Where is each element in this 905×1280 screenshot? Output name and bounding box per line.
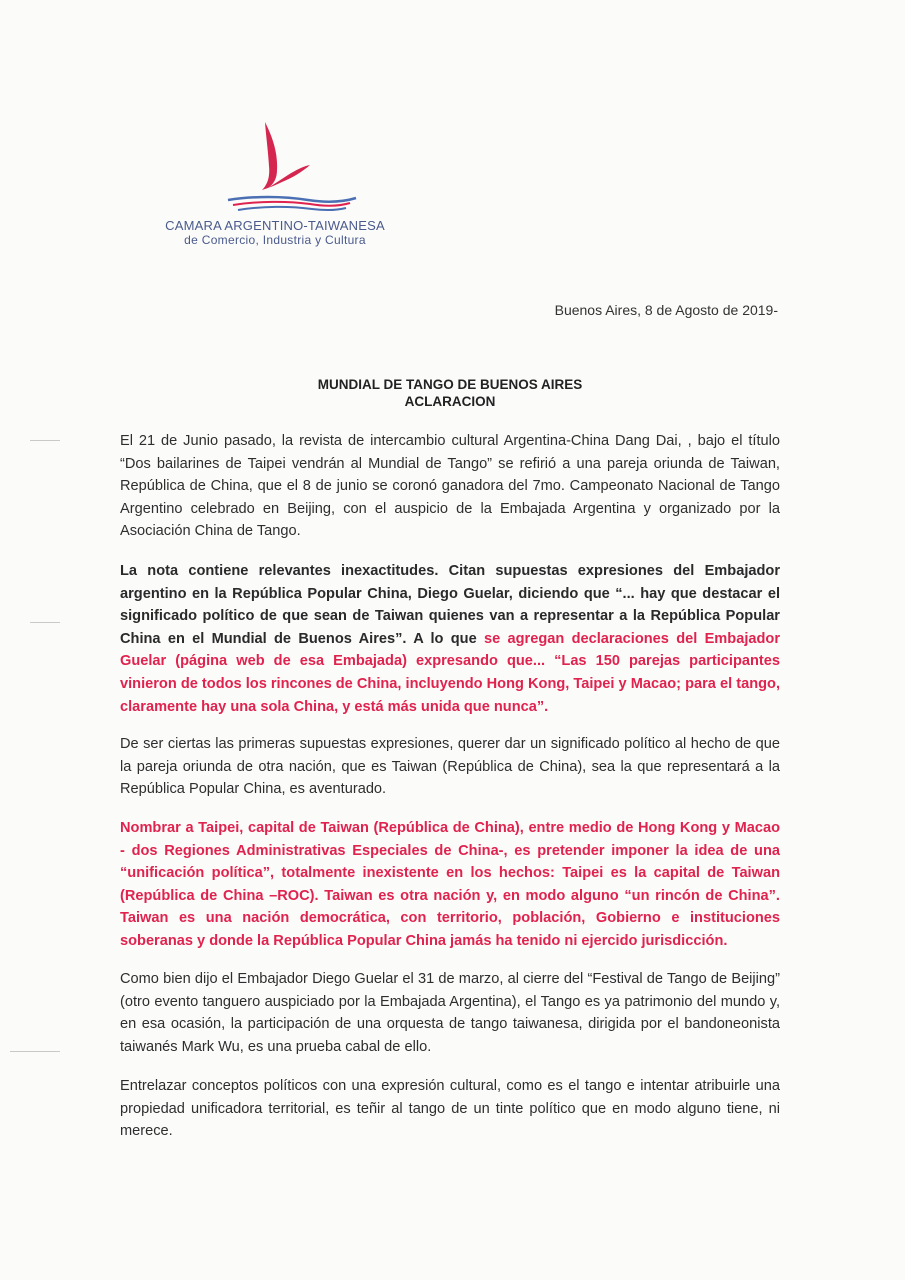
org-name: CAMARA ARGENTINO-TAIWANESA <box>165 218 385 233</box>
date-line: Buenos Aires, 8 de Agosto de 2019- <box>554 302 778 318</box>
paragraph-5: Como bien dijo el Embajador Diego Guelar el 31 de marzo, al cierre del “Festival de Tango de Beijing” (otro evento tanguero auspiciado por la Embajada Argentina), el Tango es ya patrimonio del mundo y, en esa ocasión, la participación de una orquesta de tango taiwanesa, dirigida por el bandoneonista taiwanés Mark Wu, es una prueba cabal de ello. <box>120 971 780 1055</box>
paragraph-2-text: La nota contiene relevantes inexactitudes. Citan supuestas expresiones del Embajador argentino en la República Popular China, Diego Guelar, diciendo que “... hay que destacar el significado político de que sean de Taiwan quienes van a representar a la República Popular China en el Mundial de Buenos Aires”. A lo que <box>120 563 780 647</box>
org-subtitle: de Comercio, Industria y Cultura <box>184 233 366 247</box>
paragraph-4-highlight: Nombrar a Taipei, capital de Taiwan (República de China), entre medio de Hong Kong y Macao - dos Regiones Administrativas Especiales de China-, es pretender imponer la idea de una “unificación política”, totalmente inexistente en los hechos: Taipei es la capital de Taiwan (República de China –ROC). Taiwan es otra nación y, en modo alguno “un rincón de China”. Taiwan es una nación democrática, con territorio, población, Gobierno e instituciones soberanas y donde la República Popular China jamás ha tenido ni ejercido jurisdicción. <box>120 820 780 949</box>
document-subtitle: ACLARACION <box>404 394 496 409</box>
paragraph-2 <box>120 560 780 718</box>
paragraph-2-highlight: se agregan declaraciones del Embajador Guelar (página web de esa Embajada) expresando que... “Las 150 parejas participantes vinieron de todos los rincones de China, incluyendo Hong Kong, Taipei y Macao; para el tango, claramente hay una sola China, y está más unida que nunca”. <box>120 630 780 715</box>
paragraph-6: Entrelazar conceptos políticos con una expresión cultural, como es el tango e intentar atribuirle una propiedad unificadora territorial, es teñir al tango de un tinte político que en modo alguno tiene, ni merece. <box>120 1078 780 1140</box>
bird-logo-icon <box>198 118 358 216</box>
paragraph-3: De ser ciertas las primeras supuestas expresiones, querer dar un significado político al hecho de que la pareja oriunda de otra nación, que es Taiwan (República de China), sea la que representará a la República Popular China, es aventurado. <box>120 736 780 798</box>
scan-mark <box>30 440 60 441</box>
scan-mark <box>10 1051 60 1052</box>
paragraph-1: El 21 de Junio pasado, la revista de intercambio cultural Argentina-China Dang Dai, , bajo el título “Dos bailarines de Taipei vendrán al Mundial de Tango” se refirió a una pareja oriunda de Taiwan, República de China, que el 8 de junio se coronó ganadora del 7mo. Campeonato Nacional de Tango Argentino celebrado en Beijing, con el auspicio de la Embajada Argentina y organizado por la Asociación China de Tango. <box>120 433 780 540</box>
document-title: MUNDIAL DE TANGO DE BUENOS AIRES <box>317 377 583 392</box>
scan-mark <box>30 622 60 623</box>
letterhead-logo <box>150 118 400 258</box>
